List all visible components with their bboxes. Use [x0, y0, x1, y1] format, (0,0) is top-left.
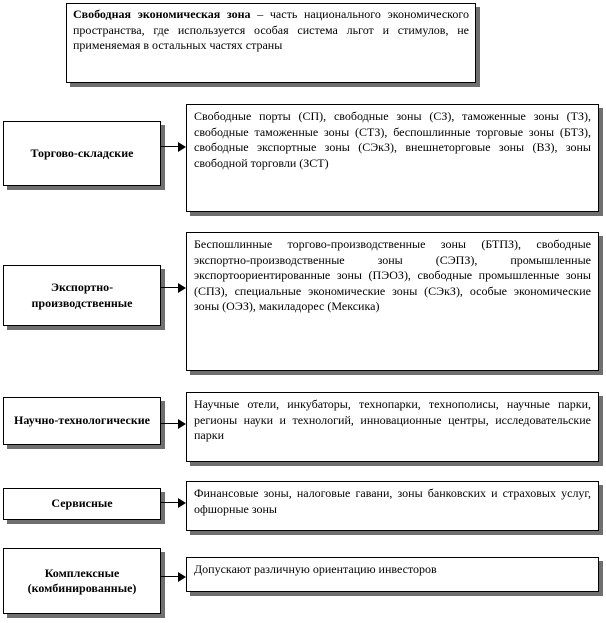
arrow-connector	[161, 141, 186, 153]
description-text: Допускают различную ориентацию инвесторов	[194, 562, 437, 576]
category-label: Научно-технологические	[14, 413, 150, 428]
category-label: Сервисные	[51, 496, 113, 511]
arrow-connector	[161, 497, 186, 509]
definition-text: – часть национального экономического пространства, где используется особая система льгот и стимулов, не применяемая в остальных частях страны	[73, 7, 470, 52]
arrow-connector	[161, 418, 186, 430]
category-science-technology	[3, 397, 161, 445]
category-label: Комплексные (комбинированные)	[27, 565, 137, 595]
arrow-connector	[161, 282, 186, 294]
description-complex	[186, 557, 599, 592]
category-trade-warehouse	[3, 121, 161, 186]
description-text: Свободные порты (СП), свободные зоны (СЗ), таможенные зоны (ТЗ), свободные таможенные зоны (СТЗ), беспошлинные торговые зоны (БТЗ), свободные экспортные зоны (СЭкЗ), внешнеторговые зоны (ВЗ), зоны свободной торговли (ЗСТ)	[194, 109, 591, 170]
definition-term: Свободная экономическая зона	[73, 7, 251, 21]
description-trade-warehouse	[186, 104, 599, 212]
description-science-technology	[186, 392, 599, 462]
category-export-production	[3, 265, 161, 326]
description-export-production	[186, 232, 599, 371]
definition-box	[66, 3, 476, 83]
arrow-connector	[161, 571, 186, 583]
category-service	[3, 488, 161, 520]
category-complex	[3, 548, 161, 614]
description-text: Финансовые зоны, налоговые гавани, зоны банковских и страховых услуг, офшорные зоны	[194, 486, 591, 516]
category-label: Экспортно-производственные	[31, 280, 133, 310]
description-service	[186, 481, 599, 531]
description-text: Беспошлинные торгово-производственные зоны (БТПЗ), свободные экспортно-производственные зоны (СЭПЗ), промышленные экспортоориентированные зоны (ПЭОЗ), свободные промышленные зоны (СПЗ), специальные экономические зоны (СЭкЗ), особые экономические зоны (ОЭЗ), макиладорес (Мексика)	[194, 237, 591, 313]
description-text: Научные отели, инкубаторы, технопарки, технополисы, научные парки, регионы науки и технологий, инновационные центры, исследовательские парки	[194, 397, 591, 442]
category-label: Торгово-складские	[30, 145, 134, 160]
